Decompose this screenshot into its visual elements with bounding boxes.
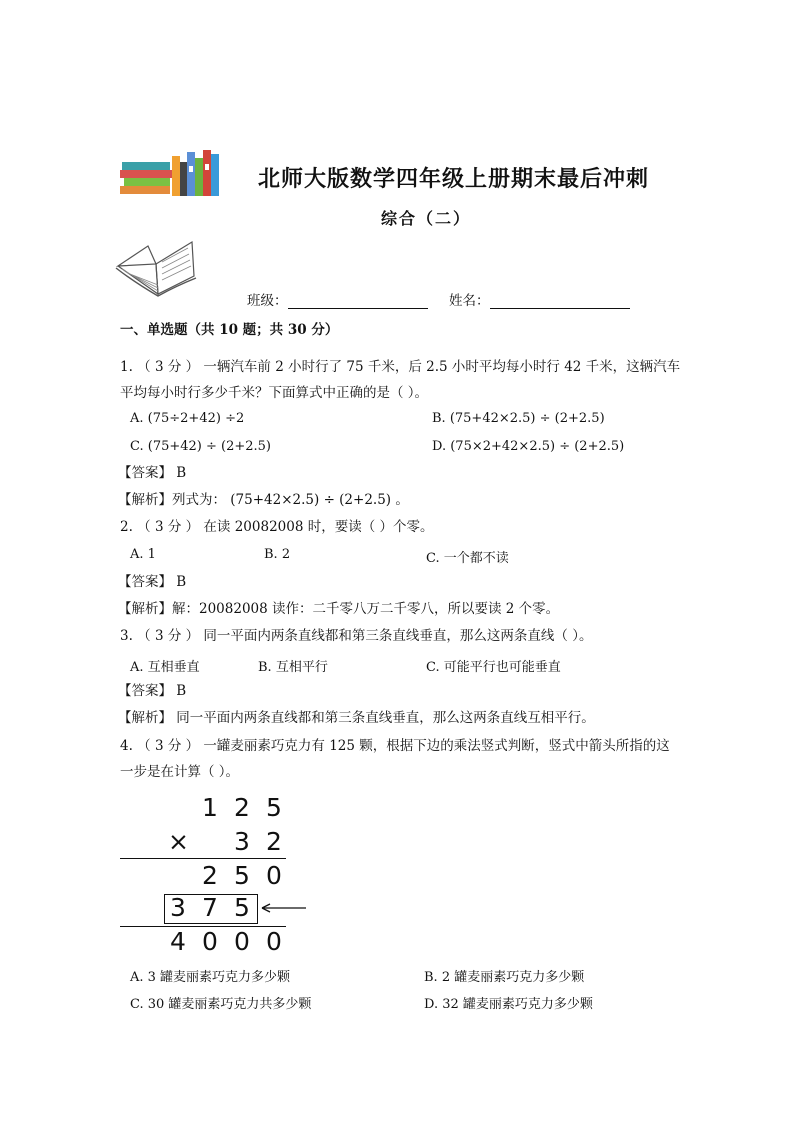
calc-digit: 0 [202,927,218,956]
q4-stem-line2: 一步是在计算（ ）。 [120,764,240,780]
q1-stem-line1: 1. （ 3 分 ） 一辆汽车前 2 小时行了 75 千米，后 2.5 小时平均每小时行 42 千米，这辆汽车 [120,359,681,375]
section-title: 一、单选题（共 10 题；共 30 分） [120,322,339,338]
q3-stem-line1: 3. （ 3 分 ） 同一平面内两条直线都和第三条直线垂直，那么这两条直线（ ）。 [120,628,593,644]
calc-digit: 0 [234,927,250,956]
open-book-icon [114,236,198,298]
arrow-left-icon [258,900,308,916]
times-sign: × [168,827,189,856]
q2-analysis: 【解析】解：20082008 读作：二千零八万二千零八，所以要读 2 个零。 [118,601,560,617]
calc-digit: 5 [234,893,250,922]
document-title: 北师大版数学四年级上册期末最后冲刺 [258,166,650,192]
calc-digit: 3 [234,827,250,856]
multiplication-figure [118,788,318,958]
name-label: 姓名： [449,293,490,309]
q1-option-d[interactable]: D. (75×2+42×2.5) ÷ (2+2.5) [432,439,625,454]
q2-option-c[interactable]: C. 一个都不读 [426,551,509,566]
q1-analysis: 【解析】列式为： (75+42×2.5) ÷ (2+2.5) 。 [118,492,409,508]
calc-rule-top [120,858,286,859]
name-field [449,292,630,309]
q4-option-c[interactable]: C. 30 罐麦丽素巧克力共多少颗 [130,997,312,1012]
class-label: 班级： [247,293,288,309]
q2-option-b[interactable]: B. 2 [264,547,291,562]
books-icon [120,148,222,198]
calc-digit: 1 [202,793,218,822]
calc-digit: 4 [170,927,186,956]
calc-digit: 0 [266,927,282,956]
q4-stem-line1: 4. （ 3 分 ） 一罐麦丽素巧克力有 125 颗，根据下边的乘法竖式判断，竖式中箭头所指的这 [120,738,670,754]
q3-option-a[interactable]: A. 互相垂直 [130,660,200,675]
calc-digit: 5 [266,793,282,822]
q4-option-d[interactable]: D. 32 罐麦丽素巧克力多少颗 [424,997,593,1012]
document-subtitle: 综合（二） [381,209,472,228]
q1-option-b[interactable]: B. (75+42×2.5) ÷ (2+2.5) [432,411,605,426]
class-input-line[interactable] [288,292,428,309]
calc-digit: 3 [170,893,186,922]
q1-answer: 【答案】 B [118,465,187,481]
q3-option-b[interactable]: B. 互相平行 [258,660,328,675]
calc-digit: 0 [266,861,282,890]
q2-stem-line1: 2. （ 3 分 ） 在读 20082008 时，要读（ ）个零。 [120,519,434,535]
q3-analysis: 【解析】 同一平面内两条直线都和第三条直线垂直，那么这两条直线互相平行。 [118,710,595,726]
calc-digit: 2 [234,793,250,822]
q1-option-c[interactable]: C. (75+42) ÷ (2+2.5) [130,439,272,454]
class-field [247,292,428,309]
q1-option-a[interactable]: A. (75÷2+42) ÷2 [130,411,245,426]
calc-digit: 2 [202,861,218,890]
q3-option-c[interactable]: C. 可能平行也可能垂直 [426,660,561,675]
q3-answer: 【答案】 B [118,683,187,699]
calc-digit: 5 [234,861,250,890]
q2-answer: 【答案】 B [118,574,187,590]
name-input-line[interactable] [490,292,630,309]
q2-option-a[interactable]: A. 1 [130,547,156,562]
calc-digit: 2 [266,827,282,856]
q4-option-a[interactable]: A. 3 罐麦丽素巧克力多少颗 [130,970,291,985]
q1-stem-line2: 平均每小时行多少千米？下面算式中正确的是（ ）。 [120,385,429,401]
q4-option-b[interactable]: B. 2 罐麦丽素巧克力多少颗 [424,970,585,985]
calc-digit: 7 [202,893,218,922]
